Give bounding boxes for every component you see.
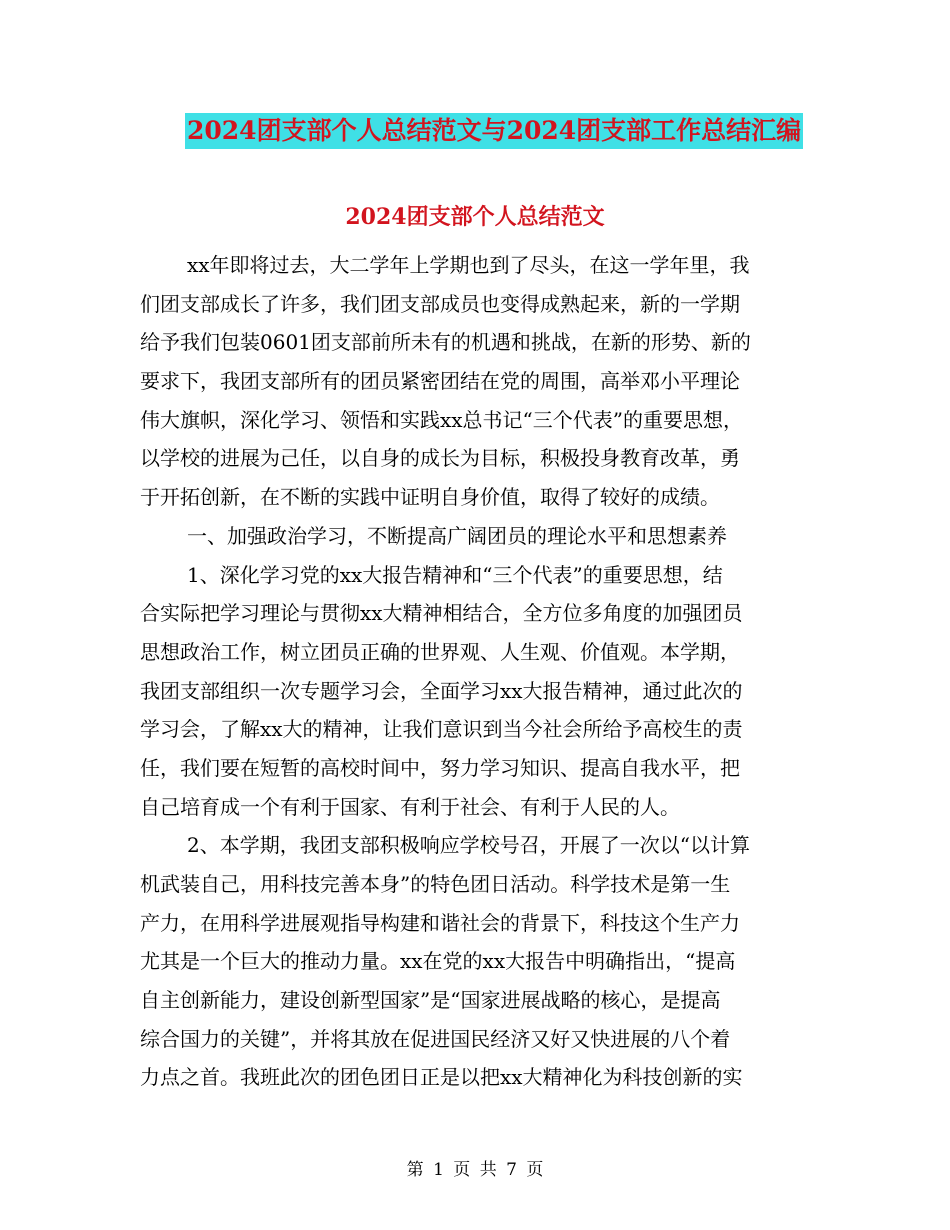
paragraph-line: 力点之首。我班此次的团色团日正是以把xx大精神化为科技创新的实: [140, 1065, 743, 1090]
paragraph-line: 要求下，我团支部所有的团员紧密团结在党的周围，高举邓小平理论: [140, 369, 740, 394]
paragraph-line: 产力，在用科学进展观指导构建和谐社会的背景下，科技这个生产力: [140, 910, 740, 935]
paragraph-line: 我团支部组织一次专题学习会，全面学习xx大报告精神，通过此次的: [140, 678, 743, 703]
paragraph-line: 1、深化学习党的xx大报告精神和“三个代表”的重要思想，结: [187, 562, 723, 587]
paragraph-line: 自己培育成一个有利于国家、有利于社会、有利于人民的人。: [140, 794, 680, 819]
paragraph-line: 学习会，了解xx大的精神，让我们意识到当今社会所给予高校生的责: [140, 717, 743, 742]
section-title: 2024团支部个人总结范文: [345, 204, 605, 230]
paragraph-line: 思想政治工作，树立团员正确的世界观、人生观、价值观。本学期，: [140, 639, 740, 664]
paragraph-line: 伟大旗帜，深化学习、领悟和实践xx总书记“三个代表”的重要思想，: [140, 407, 744, 432]
paragraph-line: 于开拓创新，在不断的实践中证明自身价值，取得了较好的成绩。: [140, 485, 720, 510]
page-footer: 第 1 页 共 7 页: [406, 1160, 544, 1180]
paragraph-line: xx年即将过去，大二学年上学期也到了尽头，在这一学年里，我: [187, 253, 750, 277]
paragraph-line: 合实际把学习理论与贯彻xx大精神相结合，全方位多角度的加强团员: [140, 601, 743, 626]
paragraph-line: 给予我们包装0601团支部前所未有的机遇和挑战，在新的形势、新的: [140, 330, 751, 355]
paragraph-line: 综合国力的关键”，并将其放在促进国民经济又好又快进展的八个着: [140, 1026, 731, 1051]
paragraph-line: 自主创新能力，建设创新型国家”是“国家进展战略的核心，是提高: [140, 988, 721, 1013]
document-title: 2024团支部个人总结范文与2024团支部工作总结汇编: [185, 113, 803, 149]
paragraph-line: 以学校的进展为己任，以自身的成长为目标，积极投身教育改革，勇: [140, 446, 740, 471]
paragraph-line: 们团支部成长了许多，我们团支部成员也变得成熟起来，新的一学期: [140, 291, 740, 316]
paragraph-line: 尤其是一个巨大的推动力量。xx在党的xx大报告中明确指出，“提高: [140, 949, 736, 974]
document-body: [140, 246, 812, 1097]
paragraph-line: 机武装自己，用科技完善本身”的特色团日活动。科学技术是第一生: [140, 872, 731, 896]
paragraph-line: 任，我们要在短暂的高校时间中，努力学习知识、提高自我水平，把: [140, 755, 740, 780]
heading-line: 一、加强政治学习，不断提高广阔团员的理论水平和思想素养: [187, 523, 727, 548]
paragraph-line: 2、本学期，我团支部积极响应学校号召，开展了一次以“以计算: [187, 833, 750, 858]
